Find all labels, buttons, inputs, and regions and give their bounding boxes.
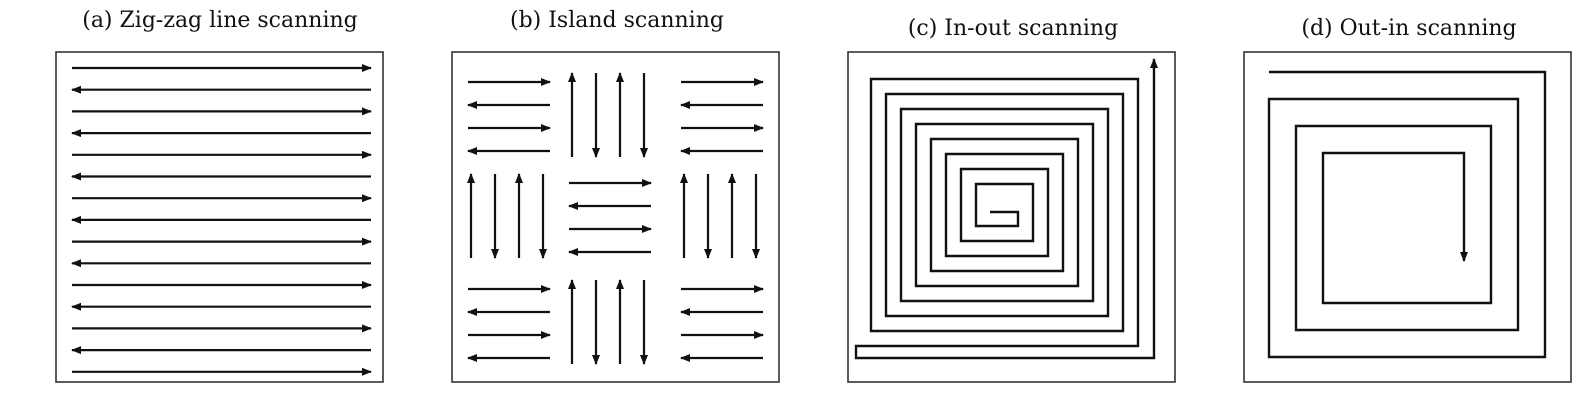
zigzag-arrows: [72, 68, 371, 372]
panel-b-frame: [452, 52, 779, 382]
out-in-spiral-path: [1269, 72, 1545, 357]
panel-c-frame: [848, 52, 1175, 382]
island-arrows: [468, 73, 763, 364]
panel-a-title: (a) Zig-zag line scanning: [82, 8, 358, 33]
in-out-spiral-path: [856, 59, 1154, 358]
panel-b-title: (b) Island scanning: [510, 8, 724, 33]
panel-a-frame: [56, 52, 383, 382]
panel-c-title: (c) In-out scanning: [907, 16, 1119, 41]
panel-d-frame: [1244, 52, 1571, 382]
panel-d-title: (d) Out-in scanning: [1301, 16, 1517, 41]
